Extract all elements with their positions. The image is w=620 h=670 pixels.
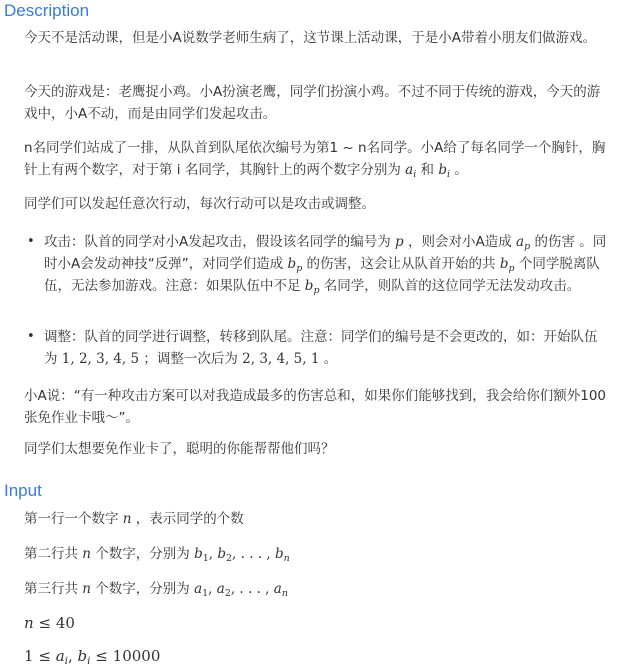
bullet-adjust <box>44 326 609 370</box>
math-sequence-b: $b_1$, $b_2$, . . . , $b_n$ <box>194 546 290 564</box>
bullet-dot: • <box>27 234 35 249</box>
math-n: n <box>82 581 91 597</box>
paragraph-students-text: n名同学们站成了一排，从队首到队尾依次编号为第1 ~ n名同学。小A给了每名同学一个胸针，胸针上有两个数字，对于第 i 名同学，其胸针上的两个数字分别为 <box>24 140 606 178</box>
input-line-1: 第一行一个数字 n ，表示同学的个数 <box>24 511 244 527</box>
adjust-text-2: ；调整一次后为 <box>143 351 238 367</box>
adjust-text-1: 调整：队首的同学进行调整，转移到队尾。注意：同学们的编号是不会更改的，如：开始队伍为 <box>44 329 598 367</box>
math-b-p-3: $b_p$ <box>304 278 320 296</box>
period-text: 。 <box>454 162 468 178</box>
attack-text-5: 个同学脱离队伍，无法参加游戏。注意：如果队伍中不足 <box>44 256 600 294</box>
input-line-3: 第三行共 n 个数字，分别为 $a_1$, $a_2$, . . . , $a_n$ <box>24 581 288 599</box>
attack-text-3: 的伤害 。同时小A会发动神技“反弹”，对同学们造成 <box>44 234 607 272</box>
math-sequence-2: 2, 3, 4, 5, 1 <box>242 351 320 367</box>
math-b-i: $b_i$ <box>438 162 451 180</box>
math-n: n <box>82 546 91 562</box>
paragraph-quote: 小A说：“有一种攻击方案可以对我造成最多的伤害总和，如果你们能够找到，我会给你们额外100张免作业卡哦～”。 <box>24 388 606 426</box>
math-a-p: $a_p$ <box>516 234 531 252</box>
constraint-n: n ≤ 40 <box>24 614 75 632</box>
adjust-text-3: 。 <box>323 351 338 367</box>
bullet-attack <box>44 231 609 297</box>
attack-text-4: 的伤害，这会让从队首开始的共 <box>306 256 496 272</box>
math-sequence-a: $a_1$, $a_2$, . . . , $a_n$ <box>194 581 288 599</box>
math-b-p-2: $b_p$ <box>499 256 515 274</box>
attack-text-6: 名同学，则队首的这位同学无法发动攻击。 <box>323 278 581 294</box>
paragraph-question: 同学们太想要免作业卡了，聪明的你能帮帮他们吗？ <box>24 441 335 457</box>
paragraph-game: 今天的游戏是：老鹰捉小鸡。小A扮演老鹰，同学们扮演小鸡。不过不同于传统的游戏，今天的游戏中，小A不动，而是由同学们发起攻击。 <box>24 84 601 122</box>
paragraph-students <box>24 137 609 181</box>
and-text: 和 <box>420 162 435 178</box>
description-heading: Description <box>4 1 90 20</box>
paragraph-intro: 今天不是活动课，但是小A说数学老师生病了，这节课上活动课，于是小A带着小朋友们做游戏。 <box>24 30 596 46</box>
math-p: p <box>395 234 404 250</box>
math-b-p: $b_p$ <box>287 256 303 274</box>
math-n: n <box>122 511 132 527</box>
math-sequence-1: 1, 2, 3, 4, 5 <box>61 351 140 367</box>
attack-text-1: 攻击：队首的同学对小A发起攻击，假设该名同学的编号为 <box>44 234 391 250</box>
math-a-i: $a_i$ <box>405 162 417 180</box>
paragraph-actions: 同学们可以发起任意次行动，每次行动可以是攻击或调整。 <box>24 196 375 212</box>
attack-text-2: ，则会对小A造成 <box>407 234 512 250</box>
constraint-values: $1 \le a_i$, $b_i \le 10000$ <box>24 647 161 667</box>
input-line-2: 第二行共 n 个数字，分别为 $b_1$, $b_2$, . . . , $b_n$ <box>24 546 290 564</box>
bullet-dot: • <box>27 329 35 344</box>
input-heading: Input <box>4 481 42 500</box>
